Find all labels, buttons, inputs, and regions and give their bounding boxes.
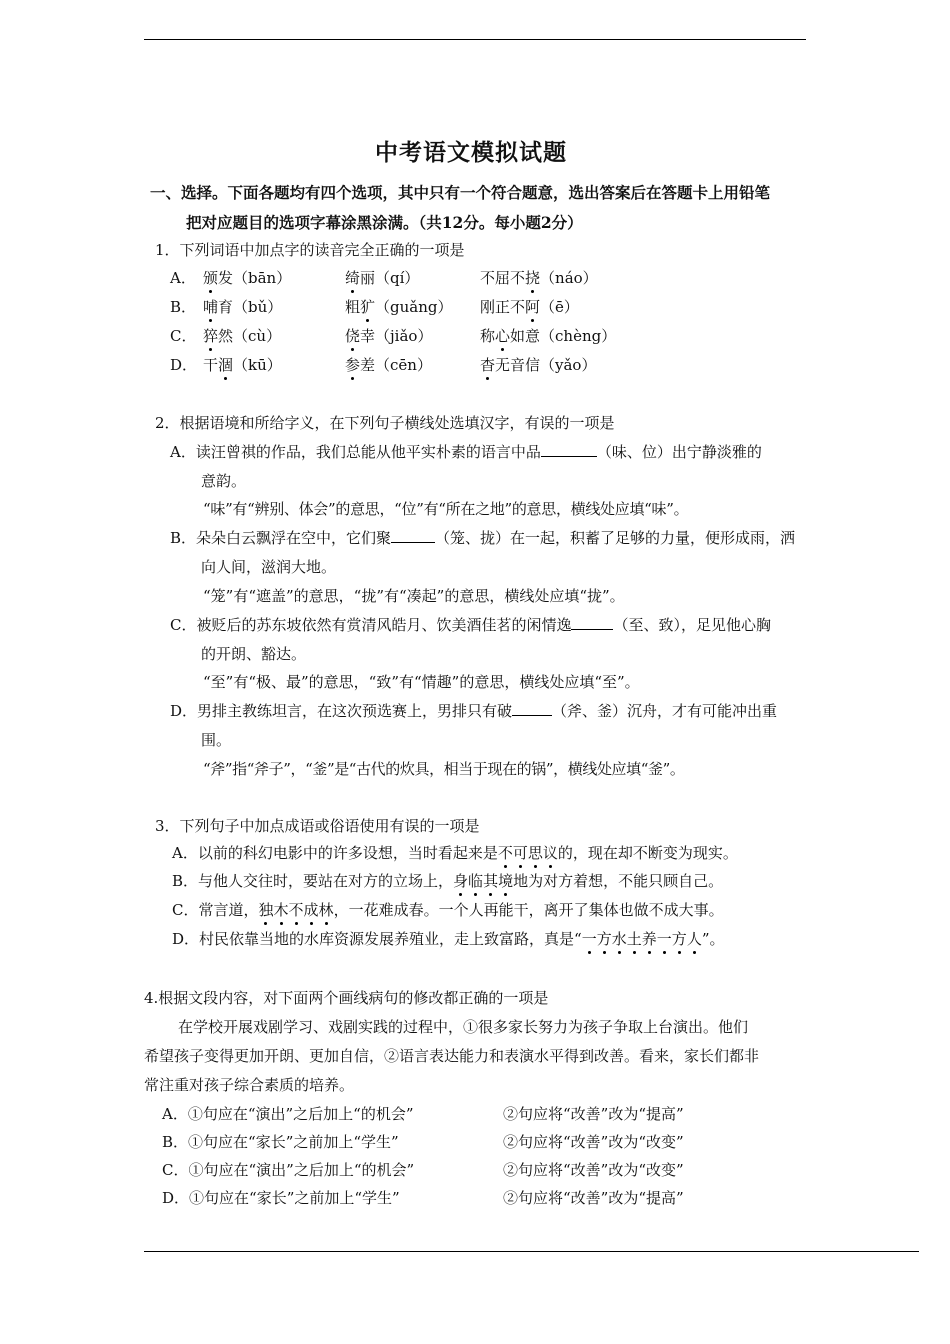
question-4-option-c-first: C．①句应在“演出”之后加上“的机会” — [162, 1161, 415, 1179]
question-2-option-b-note: “笼”有“遮盖”的意思，“拢”有“凑起”的意思，横线处应填“拢”。 — [203, 587, 625, 605]
question-2-option-d-note: “斧”指“斧子”，“釜”是“古代的炊具，相当于现在的锅”，横线处应填“釜”。 — [203, 760, 685, 778]
option-word: 杳无音信（yǎo） — [480, 356, 597, 374]
question-4-option-d-second: ②句应将“改善”改为“提高” — [503, 1189, 684, 1207]
question-3-option-b: B．与他人交往时，要站在对方的立场上，身临其境地为对方着想，不能只顾自己。 — [172, 872, 724, 890]
question-4-option-a-first: A．①句应在“演出”之后加上“的机会” — [162, 1105, 414, 1123]
page-title: 中考语文模拟试题 — [375, 139, 567, 166]
question-2-option-b-cont: 向人间，滋润大地。 — [201, 558, 337, 576]
question-2-option-c-note: “至”有“极、最”的意思，“致”有“情趣”的意思，横线处应填“至”。 — [203, 673, 640, 691]
question-3-option-c: C．常言道，独木不成林，一花难成春。一个人再能干，离开了集体也做不成大事。 — [172, 901, 724, 919]
option-word: 称心如意（chèng） — [480, 327, 617, 345]
question-2-option-c-cont: 的开朗、豁达。 — [201, 645, 307, 663]
question-2-option-a: A．读汪曾祺的作品，我们总能从他平实朴素的语言中品 （味、位）出宁静淡雅的 — [170, 443, 762, 461]
question-4-option-a-second: ②句应将“改善”改为“提高” — [503, 1105, 684, 1123]
question-4-option-c-second: ②句应将“改善”改为“改变” — [503, 1161, 684, 1179]
section-instruction-line1: 一、选择。下面各题均有四个选项，其中只有一个符合题意，选出答案后在答题卡上用铅笔 — [150, 183, 771, 202]
dotted-phrase: 身临其境 — [453, 872, 514, 890]
section-instruction-line2: 把对应题目的选项字幕涂黑涂满。（共12分。每小题2分） — [186, 213, 583, 232]
question-1-stem: 1．下列词语中加点字的读音完全正确的一项是 — [155, 241, 465, 259]
question-2-option-d-cont: 围。 — [201, 731, 232, 749]
option-word: 绮丽（qí） — [345, 269, 420, 287]
option-word: 颁发（bān） — [203, 269, 292, 287]
question-4-passage-line1: 在学校开展戏剧学习、戏剧实践的过程中，①很多家长努力为孩子争取上台演出。他们 — [178, 1018, 749, 1036]
question-2-option-c: C．被贬后的苏东坡依然有赏清风皓月、饮美酒佳茗的闲情逸 （至、致），足见他心胸 — [170, 616, 771, 634]
option-word: 刚正不阿（ē） — [480, 298, 579, 316]
dotted-phrase: 一方水土养一方人 — [581, 930, 702, 948]
bottom-rule — [144, 1251, 919, 1252]
option-word: 粗犷（guǎng） — [345, 298, 453, 316]
option-word: 哺育（bǔ） — [203, 298, 283, 316]
top-rule — [144, 39, 806, 40]
dotted-phrase: 不可思议 — [497, 844, 558, 862]
fill-blank — [512, 701, 552, 716]
question-4-option-b-second: ②句应将“改善”改为“改变” — [503, 1133, 684, 1151]
option-label: B． — [170, 298, 197, 316]
question-4-passage-line2: 希望孩子变得更加开朗、更加自信，②语言表达能力和表演水平得到改善。看来，家长们都非 — [144, 1047, 760, 1065]
question-4-option-d-first: D．①句应在“家长”之前加上“学生” — [162, 1189, 400, 1207]
question-4-passage-line3: 常注重对孩子综合素质的培养。 — [144, 1076, 355, 1094]
question-3-option-a: A．以前的科幻电影中的许多设想，当时看起来是不可思议的，现在却不断变为现实。 — [172, 844, 738, 862]
fill-blank — [391, 528, 435, 543]
question-4-stem: 4.根据文段内容，对下面两个画线病句的修改都正确的一项是 — [144, 989, 549, 1007]
question-3-option-d: D．村民依靠当地的水库资源发展养殖业，走上致富路，真是“一方水土养一方人”。 — [172, 930, 725, 948]
option-word: 干涸（kū） — [203, 356, 282, 374]
option-label: A． — [170, 269, 196, 287]
option-word: 不屈不挠（náo） — [480, 269, 598, 287]
question-2-option-a-note: “味”有“辨别、体会”的意思，“位”有“所在之地”的意思，横线处应填“味”。 — [203, 500, 689, 518]
option-label: D． — [170, 356, 198, 374]
question-3-stem: 3．下列句子中加点成语或俗语使用有误的一项是 — [155, 817, 480, 835]
question-2-option-d: D．男排主教练坦言，在这次预选赛上，男排只有破 （斧、釜）沉舟，才有可能冲出重 — [170, 702, 778, 720]
dotted-phrase: 独木不成林 — [258, 901, 334, 919]
question-2-stem: 2．根据语境和所给字义，在下列句子横线处选填汉字，有误的一项是 — [155, 414, 615, 432]
fill-blank — [541, 442, 597, 457]
question-2-option-b: B．朵朵白云飘浮在空中，它们聚 （笼、拢）在一起，积蓄了足够的力量，便形成雨，洒 — [170, 529, 796, 547]
fill-blank — [571, 615, 613, 630]
question-2-option-a-cont: 意韵。 — [201, 472, 247, 490]
option-label: C． — [170, 327, 197, 345]
question-4-option-b-first: B．①句应在“家长”之前加上“学生” — [162, 1133, 399, 1151]
option-word: 侥幸（jiǎo） — [345, 327, 433, 345]
option-word: 猝然（cù） — [203, 327, 282, 345]
option-word: 参差（cēn） — [345, 356, 432, 374]
